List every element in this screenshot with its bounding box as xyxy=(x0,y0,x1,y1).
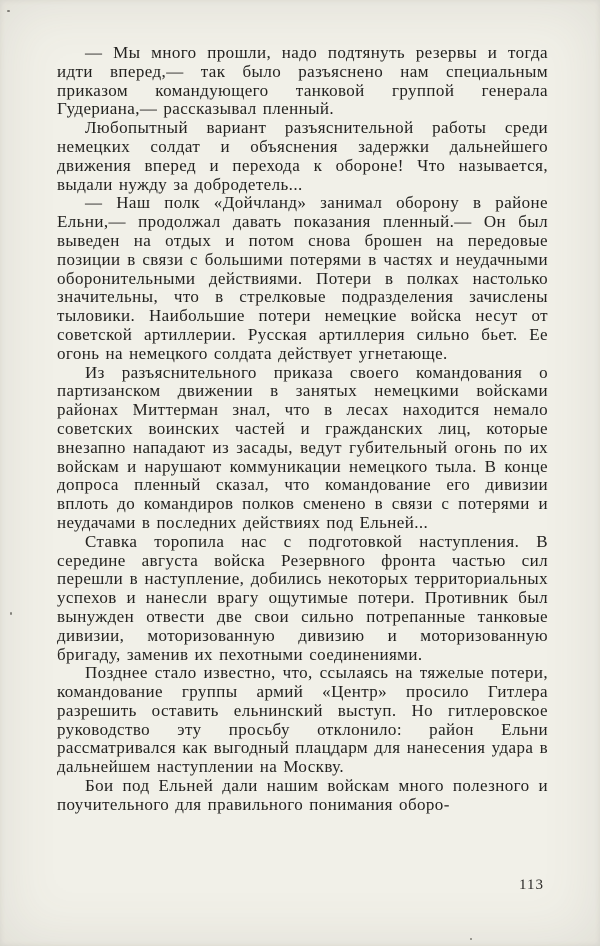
paragraph-commentary-1: Любопытный вариант разъяснительной работы среди немецких солдат и объяснения задержки дальнейшего движения вперед и перехода к обороне! Что называется, выдали нужду за добродетель... xyxy=(57,118,548,194)
paragraph-dialogue-1: — Мы много прошли, надо подтянуть резервы и тогда идти вперед,— так было разъяснено нам специальным приказом командующего танковой группой генерала Гудериана,— рассказывал пленный. xyxy=(57,43,548,119)
paragraph-dialogue-2: — Наш полк «Дойчланд» занимал оборону в районе Ельни,— продолжал давать показания пленный.— Он был выведен на отдых и потом снова брошен на передовые позиции в связи с большими потерями в частях и неудачными оборонительными действиями. Потери в полках настолько значительны, что в стрелковые подразделения зачислены тыловики. Наибольшие потери немецкие войска несут от советской артиллерии. Русская артиллерия сильно бьет. Ее огонь на немецкого солдата действует угнетающе. xyxy=(57,193,548,363)
paragraph-yelnya-battles: Бои под Ельней дали нашим войскам много полезного и поучительного для правильного понимания оборо- xyxy=(57,776,548,814)
paragraph-later-known: Позднее стало известно, что, ссылаясь на тяжелые потери, командование группы армий «Центр» просило Гитлера разрешить оставить ельнинский выступ. Но гитлеровское руководство эту просьбу отклонило: район Ельни рассматривался как выгодный плацдарм для нанесения удара в дальнейшем наступлении на Москву. xyxy=(57,663,548,777)
page-text-block xyxy=(57,44,548,815)
paragraph-offensive-preparation: Ставка торопила нас с подготовкой наступления. В середине августа войска Резервного фронта частью сил перешли в наступление, добились некоторых территориальных успехов и нанесли врагу ощутимые потери. Противник был вынужден отвести две свои сильно потрепанные танковые дивизии, моторизованную дивизию и моторизованную бригаду, заменив их пехотными соединениями. xyxy=(57,531,548,664)
scan-speck xyxy=(10,612,12,615)
paragraph-interrogation-summary: Из разъяснительного приказа своего командования о партизанском движении в занятых немецкими войсками районах Миттерман знал, что в лесах находится немало советских воинских частей и гражданских лиц, которые внезапно нападают из засады, ведут губительный огонь по их войскам и нарушают коммуникации немецкого тыла. В конце допроса пленный сказал, что командование его дивизии вплоть до командиров полков сменено в связи с потерями и неудачами в последних действиях под Ельней... xyxy=(57,362,548,532)
scan-speck xyxy=(470,938,472,940)
page-number: 113 xyxy=(519,877,544,893)
scan-speck xyxy=(7,10,10,12)
